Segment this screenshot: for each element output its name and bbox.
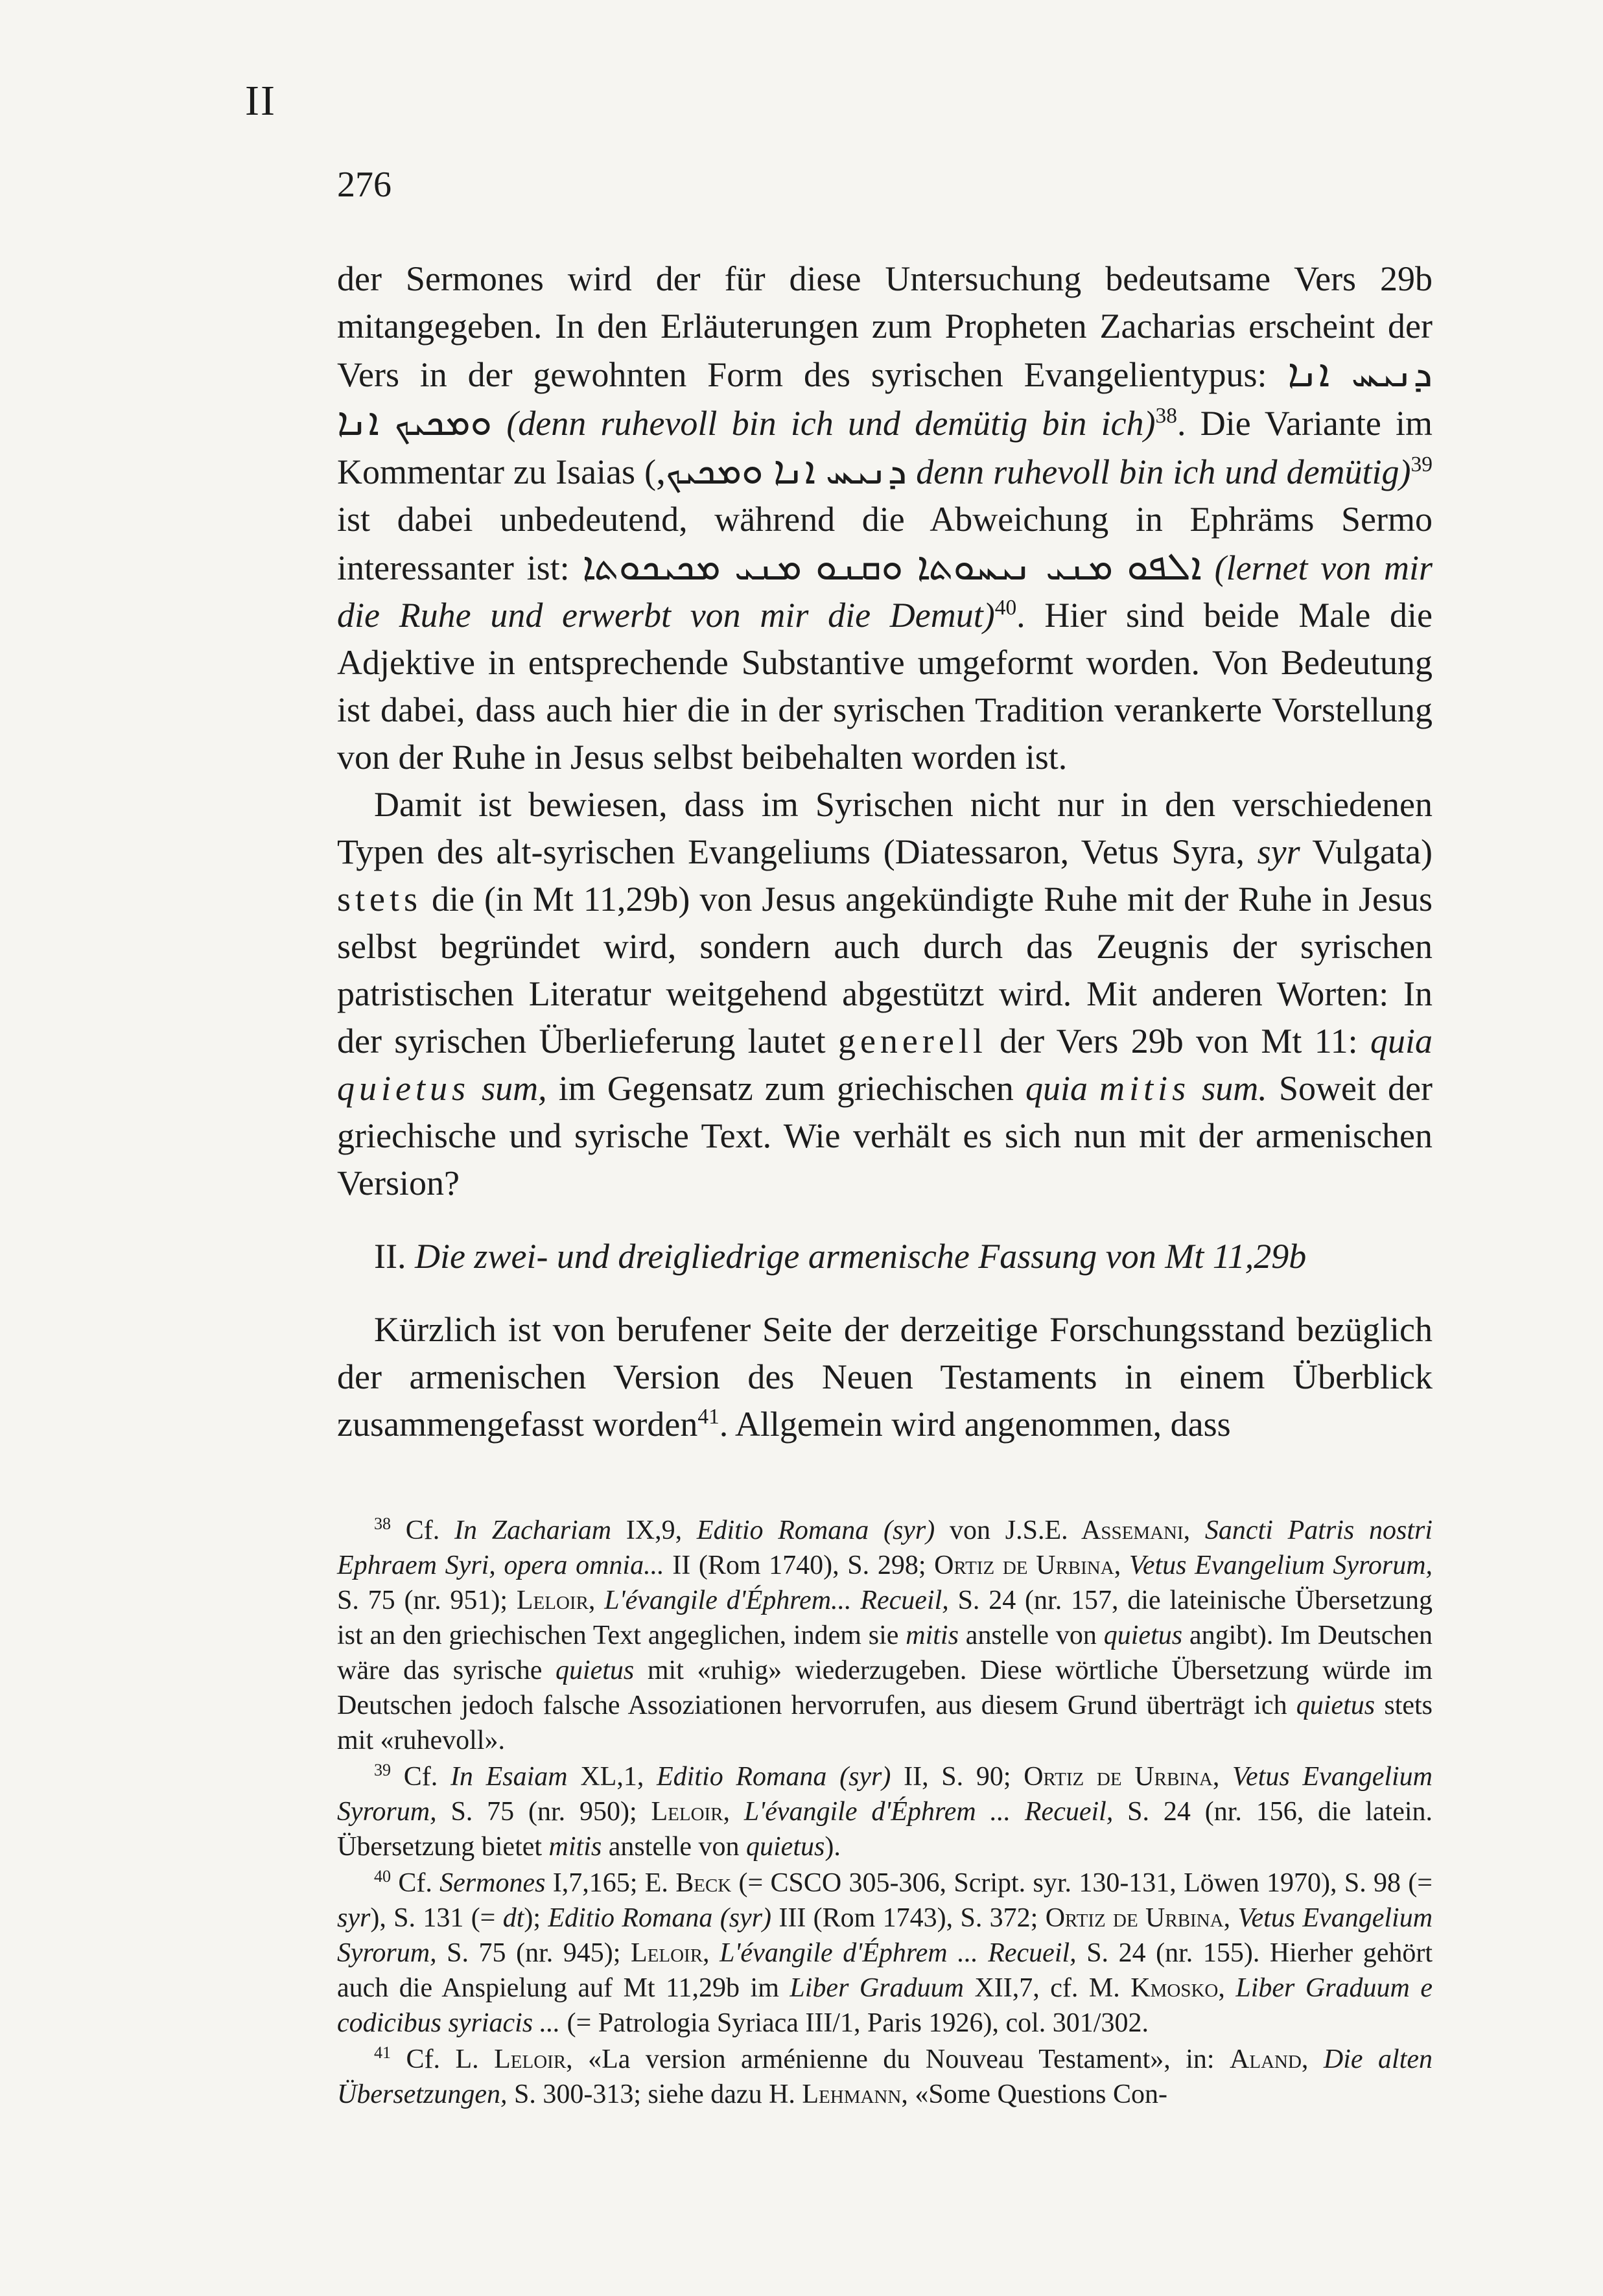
- footnote-ref-41: 41: [697, 1405, 720, 1429]
- syriac-quote-1: ܕܢܝܚ ܐܢܐ ܘܡܟܝܟ ܐܢܐ: [337, 352, 1433, 443]
- footnote-40: $^{40}$ Cf. Sermones I,7,165; E. Beck (= CSCO 305-306, Script. syr. 130-131, Löwen 1970), S. 98 (= syr), S. 131 (= dt); Editio Romana (syr) III (Rom 1743), S. 372; Ortiz de Urbina, Vetus Evangelium Syrorum, S. 75 (nr. 945); Leloir, L'évangile d'Éphrem ... Recueil, S. 24 (nr. 155). Hierher gehört auch die Anspielung auf Mt 11,29b im Liber Graduum XII,7, cf. M. Kmosko, Liber Graduum e codicibus syriacis ... (= Patrologia Syriaca III/1, Paris 1926), col. 301/302.: [337, 1867, 1433, 2038]
- footnotes: [337, 1513, 1433, 2113]
- main-text: [337, 255, 1433, 1448]
- footnote-38: $^{38}$ Cf. In Zachariam IX,9, Editio Romana (syr) von J.S.E. Assemani, Sancti Patris nostri Ephraem Syri, opera omnia... II (Rom 1740), S. 298; Ortiz de Urbina, Vetus Evangelium Syrorum, S. 75 (nr. 951); Leloir, L'évangile d'Éphrem... Recueil, S. 24 (nr. 157, die lateinische Übersetzung ist an den griechischen Text angeglichen, indem sie mitis anstelle von quietus angibt). Im Deutschen wäre das syrische quietus mit «ruhig» wiederzugeben. Diese wörtliche Übersetzung würde im Deutschen jedoch falsche Assoziationen hervorrufen, aus diesem Grund überträgt ich quietus stets mit «ruhevoll».: [337, 1514, 1433, 1755]
- paragraph-1: der Sermones wird der für diese Untersuchung bedeutsame Vers 29b mitangegeben. In den Erläuterungen zum Propheten Zacharias erscheint der Vers in der gewohnten Form des syrischen Evangelientypus: ܕܢܝܚ ܐܢܐ ܘܡܟܝܟ ܐܢܐ (denn ruhevoll bin ich und demütig bin ich)$^{38}$. Die Variante im Kommentar zu Isaias (ܕܢܝܚ ܐܢܐ ܘܡܟܝܟ, denn ruhevoll bin ich und demütig)$^{39}$ ist dabei unbedeutend, während die Abweichung in Ephräms Sermo interessanter ist: ܐܠܦܘ ܡܢܝ ܢܝܚܘܬܐ ܘܩܢܘ ܡܢܝ ܡܟܝܟܘܬܐ (lernet von mir die Ruhe und erwerbt von mir die Demut)$^{40}$. Hier sind beide Male die Adjektive in entsprechende Substantive umgeformt worden. Von Bedeutung ist dabei, dass auch hier die in der syrischen Tradition verankerte Vorstellung von der Ruhe in Jesus selbst beibehalten worden ist.: [337, 259, 1433, 777]
- part-number: II: [245, 77, 276, 124]
- footnote-ref-40: 40: [994, 596, 1017, 620]
- footnote-ref-38: 38: [1155, 404, 1177, 428]
- footnote-ref-39: 39: [1410, 452, 1433, 476]
- page-number: 276: [337, 165, 392, 205]
- section-heading: II. Die zwei- und dreigliedrige armenische Fassung von Mt 11,29b: [374, 1237, 1307, 1276]
- footnote-39: $^{39}$ Cf. In Esaiam XL,1, Editio Romana (syr) II, S. 90; Ortiz de Urbina, Vetus Evangelium Syrorum, S. 75 (nr. 950); Leloir, L'évangile d'Éphrem ... Recueil, S. 24 (nr. 156, die latein. Übersetzung bietet mitis anstelle von quietus).: [337, 1761, 1433, 1862]
- syriac-quote-2: ܕܢܝܚ ܐܢܐ ܘܡܟܝܟ,: [656, 449, 907, 492]
- paragraph-2: Damit ist bewiesen, dass im Syrischen nicht nur in den verschiedenen Typen des alt-syrischen Evangeliums (Diatessaron, Vetus Syra, syr Vulgata) stets die (in Mt 11,29b) von Jesus angekündigte Ruhe mit der Ruhe in Jesus selbst begründet wird, sondern auch durch das Zeugnis der syrischen patristischen Literatur weitgehend abgestützt wird. Mit anderen Worten: In der syrischen Überlieferung lautet generell der Vers 29b von Mt 11: quia quietus sum, im Gegensatz zum griechischen quia mitis sum. Soweit der griechische und syrische Text. Wie verhält es sich nun mit der armenischen Version?: [337, 785, 1433, 1202]
- paragraph-3: Kürzlich ist von berufener Seite der derzeitige Forschungsstand bezüglich der armenischen Version des Neuen Testaments in einem Überblick zusammengefasst worden$^{41}$. Allgemein wird angenommen, dass: [337, 1310, 1433, 1444]
- footnote-41: $^{41}$ Cf. L. Leloir, «La version arménienne du Nouveau Testament», in: Aland, Die alten Übersetzungen, S. 300-313; siehe dazu H. Lehmann, «Some Questions Con-: [337, 2043, 1433, 2109]
- syriac-quote-3: ܐܠܦܘ ܡܢܝ ܢܝܚܘܬܐ ܘܩܢܘ ܡܢܝ ܡܟܝܟܘܬܐ: [582, 545, 1202, 588]
